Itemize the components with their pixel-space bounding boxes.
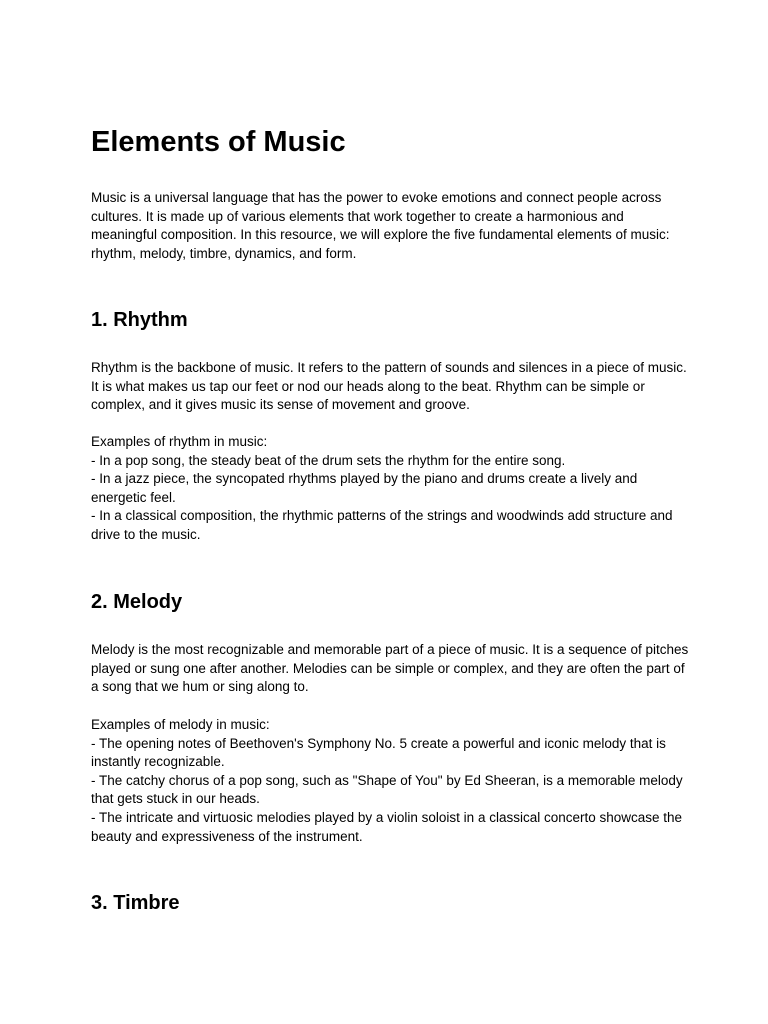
section-heading-melody: 2. Melody [91, 591, 183, 613]
section-heading-rhythm: 1. Rhythm [91, 309, 188, 331]
rhythm-examples-list: Examples of rhythm in music: - In a pop song, the steady beat of the drum sets the rhythm for the entire song. - In a jazz piece, the syncopated rhythms played by the piano and drums create a lively and energetic feel. - In a classical composition, the rhythmic patterns of the strings and woodwinds add structure and drive to the music. [91, 434, 673, 542]
rhythm-paragraph: Rhythm is the backbone of music. It refers to the pattern of sounds and silences in a piece of music. It is what makes us tap our feet or nod our heads along to the beat. Rhythm can be simple or complex, and it gives music its sense of movement and groove. [91, 360, 687, 413]
section-heading-timbre: 3. Timbre [91, 892, 180, 914]
melody-paragraph: Melody is the most recognizable and memorable part of a piece of music. It is a sequence of pitches played or sung one after another. Melodies can be simple or complex, and they are often the part of a song that we hum or sing along to. [91, 642, 689, 695]
melody-examples-list: Examples of melody in music: - The opening notes of Beethoven's Symphony No. 5 create a powerful and iconic melody that is instantly recognizable. - The catchy chorus of a pop song, such as "Shape of You" by Ed Sheeran, is a memorable melody that gets stuck in our heads. - The intricate and virtuosic melodies played by a violin soloist in a classical concerto showcase the beauty and expressiveness of the instrument. [91, 717, 683, 844]
intro-paragraph: Music is a universal language that has the power to evoke emotions and connect people across cultures. It is made up of various elements that work together to create a harmonious and meaningful composition. In this resource, we will explore the five fundamental elements of music: rhythm, melody, timbre, dynamics, and form. [91, 190, 670, 261]
document-title: Elements of Music [91, 126, 346, 158]
